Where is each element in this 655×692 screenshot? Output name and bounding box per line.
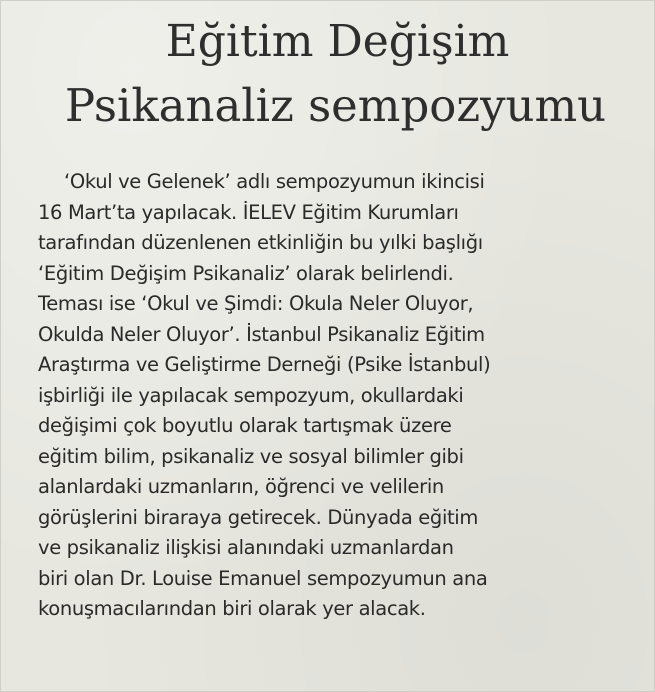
body-line: görüşlerini biraraya getirecek. Dünyada eğitim [38,505,479,529]
article-body [38,167,638,625]
body-line: 16 Mart’ta yapılacak. İELEV Eğitim Kurumları [38,200,459,224]
body-line: biri olan Dr. Louise Emanuel sempozyumun ana [38,566,488,590]
body-line: Okulda Neler Oluyor’. İstanbul Psikanaliz Eğitim [38,322,485,346]
body-line: Teması ise ‘Okul ve Şimdi: Okula Neler Oluyor, [38,292,474,315]
body-line: eğitim bilim, psikanaliz ve sosyal bilimler gibi [38,444,464,468]
headline-line: Psikanaliz sempozyumu [64,79,607,132]
body-line: ‘Okul ve Gelenek’ adlı sempozyumun ikincisi [64,170,485,193]
headline-line: Eğitim Değişim [165,16,510,67]
body-line: tarafından düzenlenen etkinliğin bu yılki başlığı [38,231,483,254]
body-line: işbirliği ile yapılacak sempozyum, okullardaki [38,383,464,407]
article-headline [1,11,655,139]
body-line: ‘Eğitim Değişim Psikanaliz’ olarak belirlendi. [38,261,454,285]
body-line: ve psikanaliz ilişkisi alanındaki uzmanlardan [38,536,454,559]
body-line: konuşmacılarından biri olarak yer alacak. [38,597,426,620]
body-line: alanlardaki uzmanların, öğrenci ve velilerin [38,475,444,498]
body-line: değişimi çok boyutlu olarak tartışmak üzere [38,414,452,437]
body-line: Araştırma ve Geliştirme Derneği (Psike İstanbul) [38,353,491,376]
